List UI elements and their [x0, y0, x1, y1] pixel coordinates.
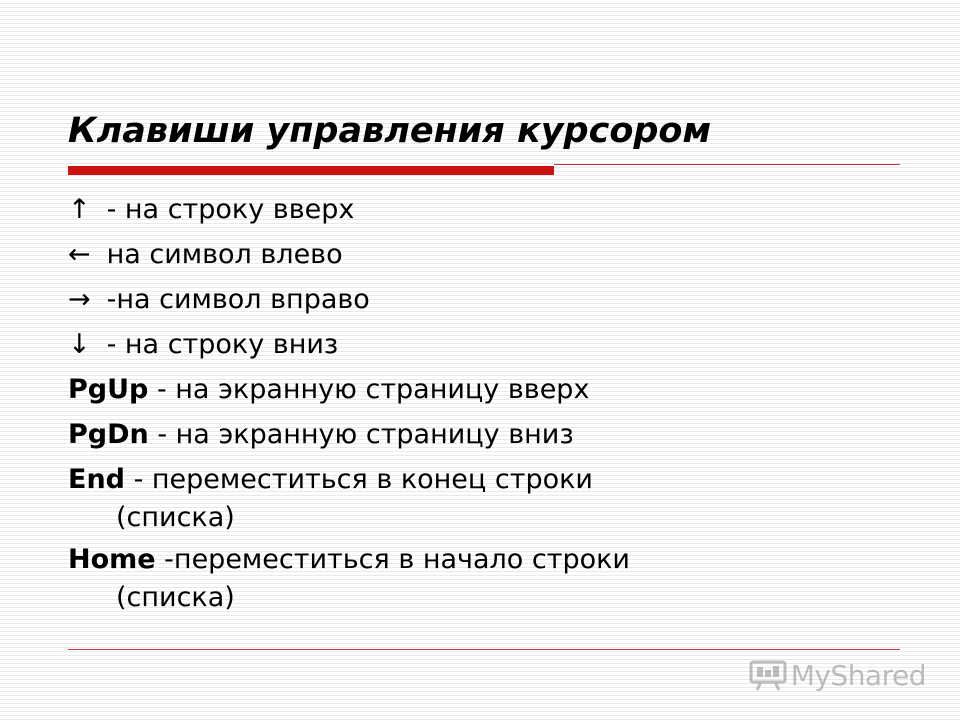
arrow-down-icon: ↓: [68, 329, 91, 360]
list-item-home: [68, 537, 908, 617]
watermark-text: MyShared: [790, 658, 926, 692]
list-item-continuation: (списка): [116, 502, 235, 533]
list-item-text: на символ влево: [98, 239, 343, 270]
key-list: [68, 187, 908, 617]
key-name: PgUp: [68, 374, 149, 405]
key-name: End: [68, 464, 125, 495]
presentation-board-icon: [749, 658, 787, 692]
list-item-left: [68, 232, 908, 277]
list-item-text: -на символ вправо: [98, 284, 370, 315]
title-underline-thin: [554, 164, 900, 165]
footer-divider: [68, 649, 900, 650]
key-name: Home: [68, 544, 156, 575]
arrow-up-icon: ↑: [68, 194, 91, 225]
list-item-text: - на экранную страницу вверх: [148, 374, 590, 405]
arrow-left-icon: ←: [68, 239, 91, 270]
list-item-continuation: (списка): [116, 582, 235, 613]
list-item-text: - на строку вверх: [98, 194, 355, 225]
list-item-up: [68, 187, 908, 232]
title-underline-accent: [68, 166, 554, 175]
list-item-pgup: [68, 367, 908, 412]
list-item-end: [68, 457, 908, 537]
list-item-text: - на экранную страницу вниз: [148, 419, 574, 450]
list-item-text: - переместиться в конец строки: [125, 464, 593, 495]
list-item-text: - на строку вниз: [98, 329, 339, 360]
arrow-right-icon: →: [68, 284, 91, 315]
watermark: [749, 655, 926, 695]
list-item-pgdn: [68, 412, 908, 457]
list-item-text: -переместиться в начало строки: [155, 544, 630, 575]
key-name: PgDn: [68, 419, 149, 450]
slide-title: Клавиши управления курсором: [68, 111, 712, 151]
list-item-down: [68, 322, 908, 367]
list-item-right: [68, 277, 908, 322]
